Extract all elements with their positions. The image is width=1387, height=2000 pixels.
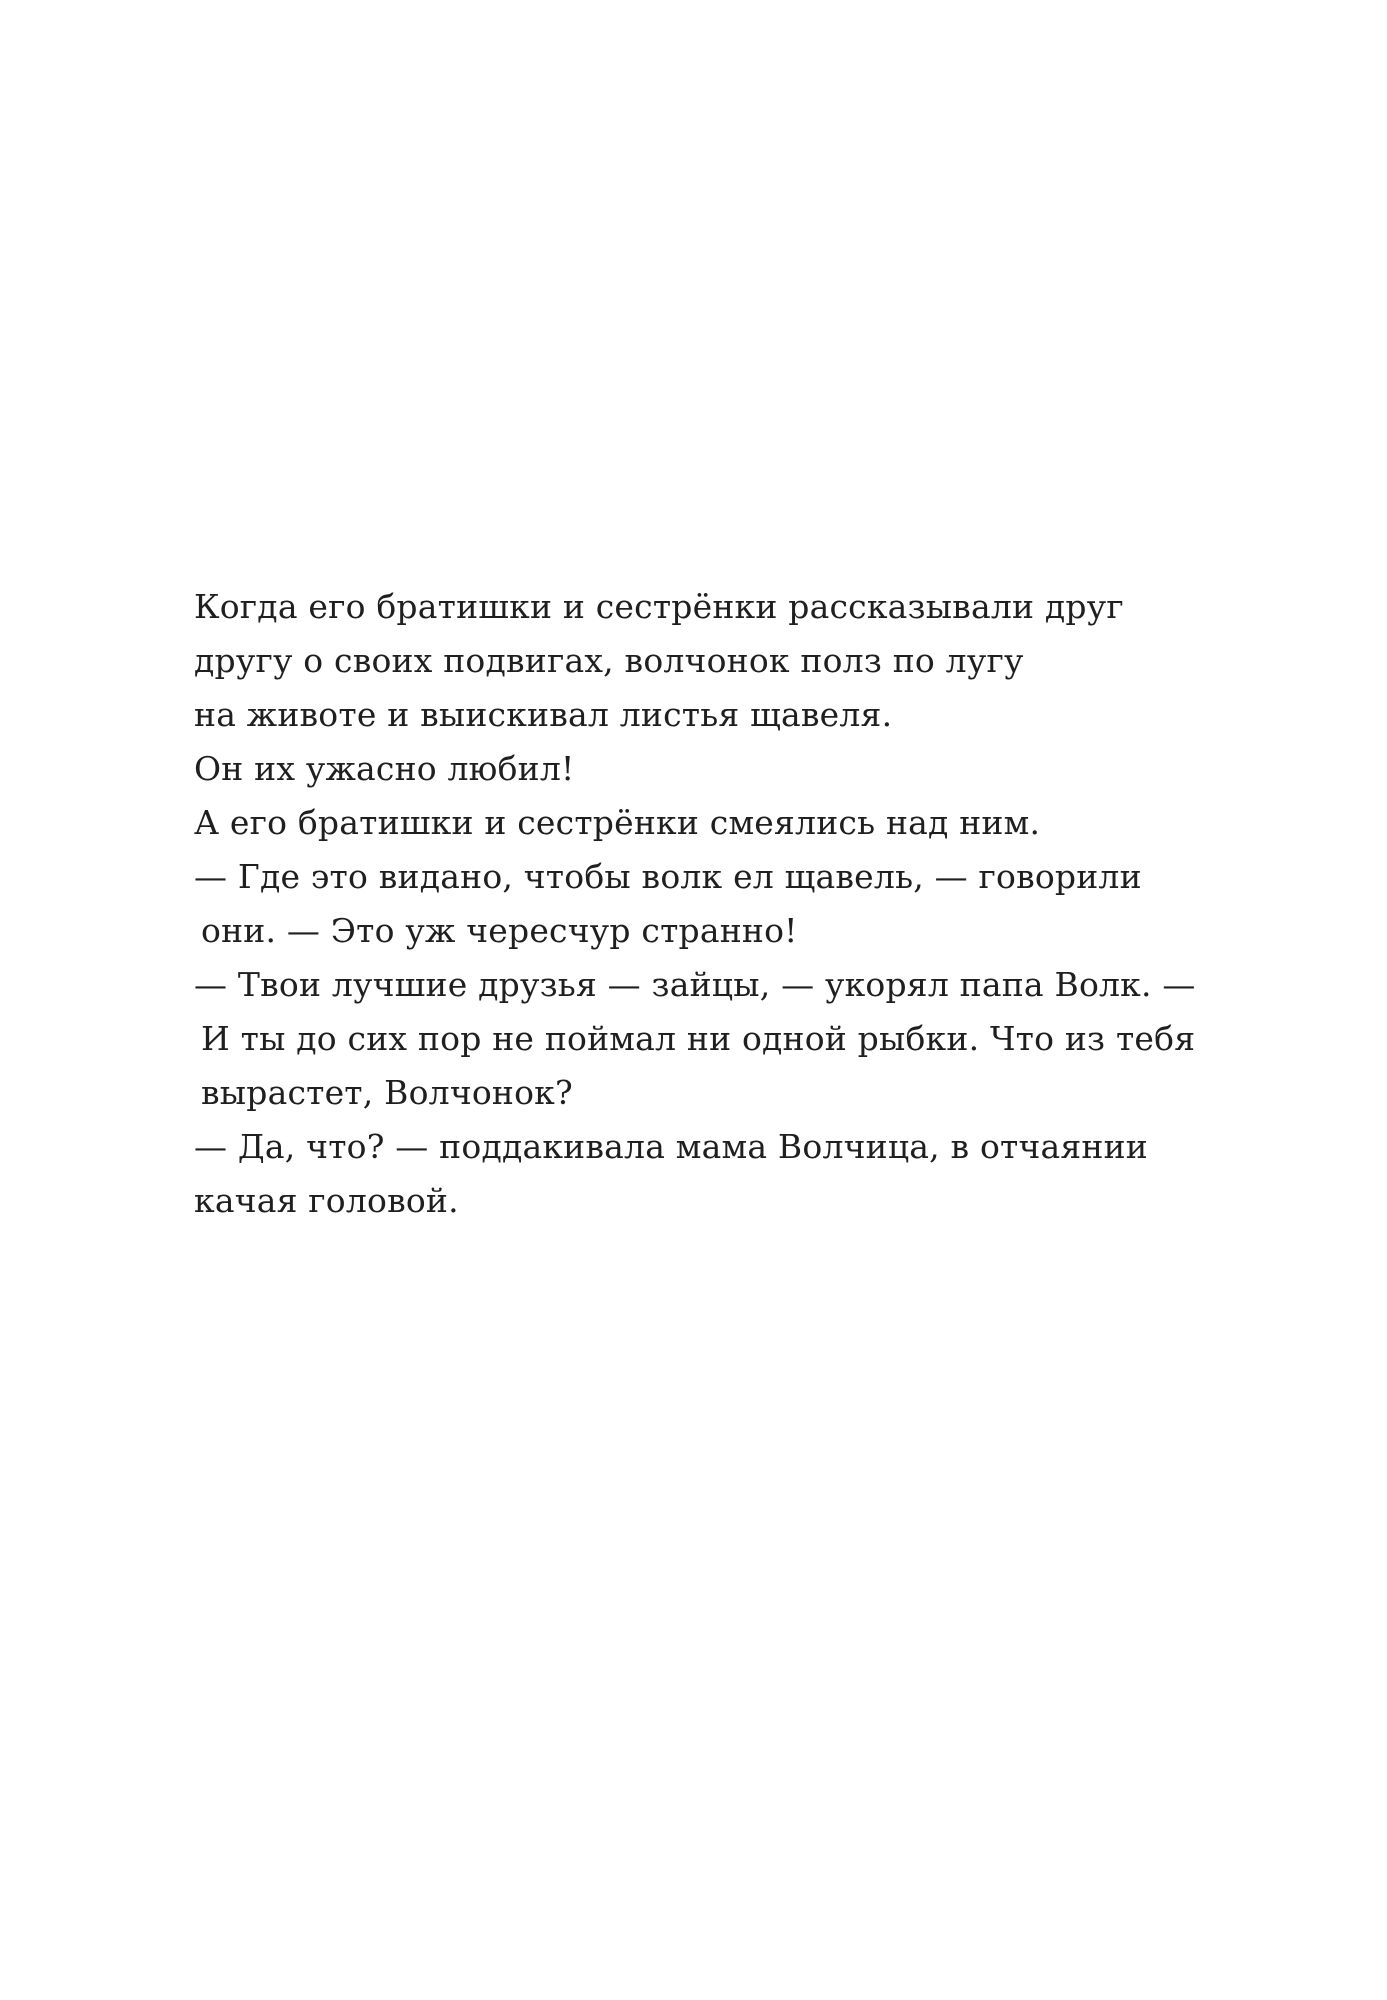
text-line-9: И ты до сих пор не поймал ни одной рыбки. Что из тебя — [201, 1019, 1196, 1058]
text-line-3: на животе и выискивал листья щавеля. — [194, 695, 893, 734]
text-line-11: — Да, что? — поддакивала мама Волчица, в отчаянии — [194, 1127, 1148, 1166]
text-line-8: — Твои лучшие друзья — зайцы, — укорял папа Волк. — — [194, 965, 1196, 1004]
text-line-4: Он их ужасно любил! — [194, 749, 575, 788]
text-line-10: вырастет, Волчонок? — [201, 1073, 573, 1112]
text-line-5: А его братишки и сестрёнки смеялись над ним. — [194, 803, 1041, 842]
text-line-6: — Где это видано, чтобы волк ел щавель, — говорили — [194, 857, 1142, 896]
text-line-1: Когда его братишки и сестрёнки рассказывали друг — [194, 587, 1124, 626]
text-line-2: другу о своих подвигах, волчонок полз по лугу — [194, 641, 1024, 680]
text-line-7: они. — Это уж чересчур странно! — [201, 911, 798, 950]
text-line-12: качая головой. — [194, 1181, 459, 1220]
story-text — [194, 580, 1244, 1228]
